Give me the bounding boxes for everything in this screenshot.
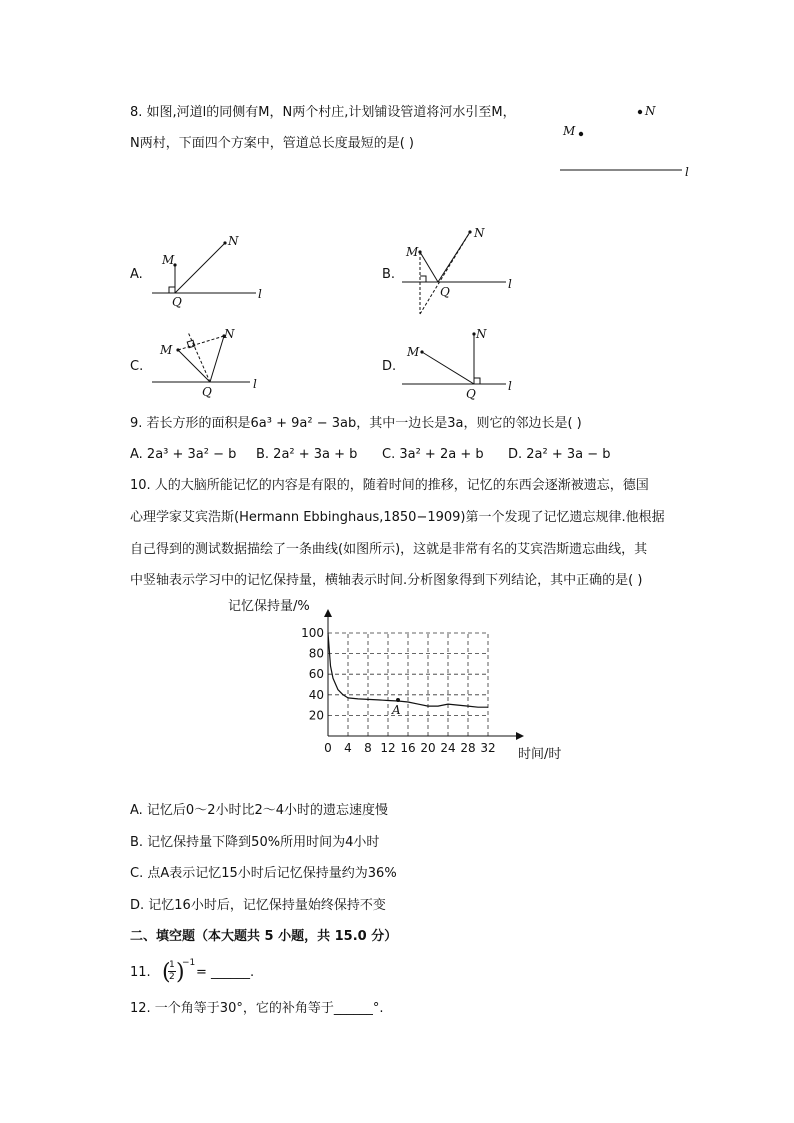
svg-text:M: M bbox=[160, 343, 173, 357]
q9-option-b: B. 2a² + 3a + b bbox=[256, 447, 358, 462]
svg-text:M: M bbox=[407, 345, 420, 359]
q10-option-d: D. 记忆16小时后，记忆保持量始终保持不变 bbox=[130, 898, 386, 913]
q8-option-c: C. bbox=[130, 359, 144, 374]
svg-text:l: l bbox=[253, 377, 257, 391]
x-axis-arrow bbox=[516, 732, 524, 740]
y-tick-label: 100 bbox=[301, 626, 324, 640]
q8-option-a: A. bbox=[130, 267, 143, 282]
q9-stem: 9. 若长方形的面积是6a³ + 9a² − 3ab，其中一边长是3a，则它的邻边长是( ) bbox=[130, 416, 582, 431]
svg-text:N: N bbox=[474, 226, 485, 240]
q10-option-c: C. 点A表示记忆15小时后记忆保持量约为36% bbox=[130, 866, 397, 881]
q10-stem-line4: 中竖轴表示学习中的记忆保持量，横轴表示时间.分析图象得到下列结论，其中正确的是( ) bbox=[130, 573, 643, 588]
chart-axes bbox=[324, 609, 524, 740]
chart-xlabel: 时间/时 bbox=[518, 747, 562, 762]
q8-main-figure bbox=[556, 98, 706, 188]
q8-option-d: D. bbox=[382, 359, 397, 374]
x-tick-label: 4 bbox=[344, 741, 352, 755]
x-tick-label: 24 bbox=[440, 741, 456, 755]
q10-stem-line3: 自己得到的测试数据描绘了一条曲线(如图所示)，这就是非常有名的艾宾浩斯遗忘曲线，其 bbox=[130, 542, 648, 557]
x-tick-label: 32 bbox=[480, 741, 496, 755]
q9-option-a: A. 2a³ + 3a² − b bbox=[130, 447, 237, 462]
svg-text:Q: Q bbox=[466, 387, 476, 401]
y-axis-arrow bbox=[324, 609, 332, 617]
svg-text:N: N bbox=[476, 327, 487, 341]
y-tick-label: 40 bbox=[308, 687, 324, 702]
q11-blank: = ______. bbox=[196, 965, 255, 980]
q10-option-b: B. 记忆保持量下降到50%所用时间为4小时 bbox=[130, 835, 380, 850]
q8-figure-d bbox=[400, 322, 525, 402]
q9-option-d: D. 2a² + 3a − b bbox=[508, 447, 611, 462]
label-m: M bbox=[563, 124, 576, 138]
y-tick-label: 60 bbox=[308, 667, 324, 682]
q8-option-b: B. bbox=[382, 267, 396, 282]
x-tick-label: 0 bbox=[324, 741, 332, 755]
svg-text:l: l bbox=[508, 277, 512, 291]
svg-text:Q: Q bbox=[202, 385, 212, 399]
point-a-marker bbox=[396, 698, 400, 702]
svg-text:l: l bbox=[508, 379, 512, 393]
q8-stem-line1: 8. 如图,河道l的同侧有M，N两个村庄,计划铺设管道将河水引至M， bbox=[130, 105, 516, 120]
x-tick-label: 28 bbox=[460, 741, 476, 755]
q10-option-a: A. 记忆后0～2小时比2～4小时的遗忘速度慢 bbox=[130, 803, 389, 818]
q10-stem-line1: 10. 人的大脑所能记忆的内容是有限的，随着时间的推移，记忆的东西会逐渐被遗忘，德国 bbox=[130, 478, 649, 493]
svg-text:N: N bbox=[224, 327, 235, 341]
x-tick-label: 16 bbox=[400, 741, 416, 755]
svg-text:Q: Q bbox=[440, 285, 450, 299]
svg-text:Q: Q bbox=[172, 295, 182, 309]
q11-number: 11. bbox=[130, 965, 151, 980]
q8-stem-line2: N两村，下面四个方案中，管道总长度最短的是( ) bbox=[130, 136, 415, 151]
q10-stem-line2: 心理学家艾宾浩斯(Hermann Ebbinghaus,1850−1909)第一个发现了记忆遗忘规律.他根据 bbox=[130, 510, 665, 525]
label-l: l bbox=[685, 165, 689, 179]
chart-ylabel: 记忆保持量/% bbox=[228, 599, 310, 614]
point-a-label: A bbox=[392, 702, 401, 717]
q11-expression: ( 1 2 ) −1 bbox=[162, 958, 196, 985]
section-heading: 二、填空题（本大题共 5 小题，共 15.0 分） bbox=[130, 929, 398, 944]
svg-text:M: M bbox=[406, 245, 419, 259]
svg-text:N: N bbox=[228, 234, 239, 248]
forgetting-curve-chart bbox=[222, 596, 582, 766]
x-tick-label: 8 bbox=[364, 741, 372, 755]
q8-figure-b bbox=[400, 222, 525, 322]
svg-text:l: l bbox=[258, 287, 262, 301]
x-tick-label: 20 bbox=[420, 741, 436, 755]
q12: 12. 一个角等于30°，它的补角等于______°. bbox=[130, 1001, 384, 1016]
chart-grid bbox=[328, 633, 488, 736]
y-tick-label: 20 bbox=[308, 708, 324, 723]
label-n: N bbox=[645, 104, 656, 118]
q8-figure-c bbox=[150, 322, 270, 402]
svg-text:M: M bbox=[162, 253, 175, 267]
x-tick-label: 12 bbox=[380, 741, 396, 755]
y-tick-label: 80 bbox=[308, 646, 324, 661]
q9-option-c: C. 3a² + 2a + b bbox=[382, 447, 484, 462]
q8-figure-a bbox=[150, 228, 270, 308]
